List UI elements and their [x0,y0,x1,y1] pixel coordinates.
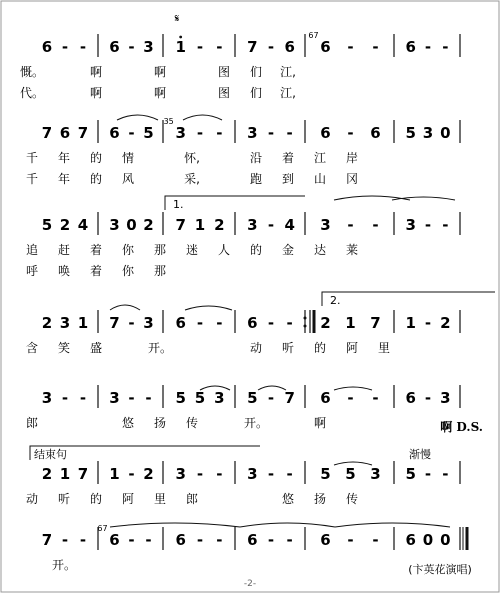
lyric-char: 的 [89,492,103,506]
note: 6 [175,531,186,549]
lyric-char: 到 [281,172,295,186]
note: - [216,314,223,332]
note: - [442,216,449,234]
note: 1 [59,465,71,483]
note: - [424,38,432,56]
slur [185,306,232,310]
slur [334,196,410,200]
note: 7 [41,124,53,142]
note: 2 [143,216,154,234]
note: - [267,389,275,407]
note: 3 [247,124,258,142]
note: 5 [41,216,53,234]
note: - [372,389,379,407]
page-number: -2- [243,579,257,589]
note: - [267,314,275,332]
note: - [372,216,379,234]
lyric-char: 们 [249,86,263,100]
note: 7 [77,465,89,483]
note: 6 [405,531,416,549]
slur [240,523,335,527]
note: - [267,216,275,234]
lyric-char: 啊 [153,65,167,79]
note: 6 [247,314,258,332]
lyric-char: 传 [345,492,359,506]
note: 5 [175,389,186,407]
lyric-char: 江 [313,151,327,165]
lyric-char: 跑 [249,172,263,186]
note: 6 [320,389,331,407]
note: - [128,465,135,483]
note: 3 [422,124,434,142]
note: 2 [41,465,53,483]
note: 0 [440,124,451,142]
volta-2-label: 2. [330,294,341,307]
note: - [347,38,354,56]
note: 1 [405,314,416,332]
note: 3 [405,216,416,234]
note: - [196,465,204,483]
lyric-char: 悠 [281,492,295,506]
note: 3 [175,124,186,142]
repeat-dot [304,317,307,320]
lyric-char: 里 [153,492,167,506]
note: 6 [41,38,53,56]
note: 3 [41,389,53,407]
grace-note: 67 [308,31,319,40]
lyric-char: 年 [57,172,71,186]
lyric-char: 阿 [345,341,359,355]
note: - [347,216,354,234]
note: 5 [143,124,154,142]
note: 1 [194,216,206,234]
note: 2 [320,314,331,332]
note: 3 [143,314,154,332]
note: 5 [320,465,331,483]
note: - [145,389,152,407]
lyric-char: 传 [185,416,199,430]
note: - [61,531,69,549]
note: 3 [440,389,451,407]
note: - [196,38,204,56]
volta-2-bracket [322,292,495,306]
lyric-char: 们 [249,65,263,79]
note: - [286,314,293,332]
lyric-char: 沿 [249,151,263,165]
note: - [128,38,135,56]
volta-1-label: 1. [173,198,184,211]
note: - [61,389,69,407]
lyric-char: 岸 [345,151,359,165]
note: - [424,389,432,407]
lyric-char: 听 [281,341,295,355]
note: 6 [109,124,120,142]
lyric-char: 图 [217,65,231,79]
note: - [128,531,135,549]
lyric-char: 千 [25,172,39,186]
lyric-char: 那 [153,243,167,257]
lyric-char: 你 [121,243,135,257]
lyric-char: 郎 [25,416,39,430]
lyric-char: 动 [249,341,263,355]
lyric-char: 的 [313,341,327,355]
lyric-char: 迷 [185,243,199,257]
lyric-char: 郎 [185,492,199,506]
note: - [347,389,354,407]
lyric-char: 悠 [121,416,135,430]
lyric-char: 里 [377,341,391,355]
lyric-char: 慨。 [19,65,45,79]
note: 7 [284,389,295,407]
note: 2 [214,216,225,234]
ds-marking: 啊 D.S. [440,420,483,434]
note: 3 [247,216,258,234]
lyric-char: 山 [313,172,327,186]
note: - [196,314,204,332]
note: 7 [370,314,381,332]
note: 3 [109,216,120,234]
lyric-char: 的 [89,172,103,186]
lyric-char: 冈 [345,172,359,186]
ending-label: 结束句 [34,448,67,461]
lyric-char: 听 [57,492,71,506]
lyric-char: 唤 [57,264,71,278]
lyric-char: 风 [121,172,135,186]
note: 5 [405,124,416,142]
note: - [79,38,87,56]
lyric-char: 年 [57,151,71,165]
note: 3 [109,389,120,407]
note: 6 [109,531,120,549]
lyric-char: 的 [89,151,103,165]
lyric-char: 怀, [184,151,200,165]
lyric-char: 人 [217,243,231,257]
note: 3 [370,465,381,483]
note: 2 [41,314,53,332]
note: - [424,465,432,483]
lyric-char: 开。 [243,416,269,430]
lyric-char: 代。 [19,86,45,100]
note: - [79,531,87,549]
note: 6 [320,38,331,56]
note: 6 [109,38,120,56]
note: - [442,465,449,483]
note: 0 [440,531,451,549]
note: 3 [247,465,258,483]
note: - [424,216,432,234]
note: - [196,531,204,549]
note: 1 [109,465,120,483]
lyric-char: 啊 [313,416,327,430]
note: 3 [175,465,186,483]
grace-note: 35 [163,117,174,126]
note: - [267,465,275,483]
note: - [128,314,135,332]
note: 3 [59,314,71,332]
lyric-char: 你 [121,264,135,278]
segno-icon: 𝄋 [174,12,180,25]
note: 6 [405,389,416,407]
note: 0 [422,531,434,549]
slur [392,197,455,200]
note: 7 [41,531,53,549]
note: - [216,465,223,483]
lyric-char: 金 [281,243,295,257]
note: 1 [345,314,356,332]
lyric-char: 啊 [89,86,103,100]
note: - [145,531,152,549]
lyric-char: 动 [25,492,39,506]
note: 1 [175,38,186,56]
lyric-char: 追 [25,243,39,257]
lyric-char: 莱 [345,243,359,257]
note: - [79,389,87,407]
note: - [372,38,379,56]
lyric-char: 开。 [147,341,173,355]
lyric-char: 那 [153,264,167,278]
lyric-char: 啊 [89,65,103,79]
note: 4 [77,216,89,234]
note: 5 [194,389,206,407]
lyric-char: 的 [249,243,263,257]
lyric-char: 江, [280,65,296,79]
lyric-char: 着 [89,243,103,257]
note: 6 [320,531,331,549]
note: 1 [77,314,89,332]
lyric-char: 着 [89,264,103,278]
note: 3 [214,389,225,407]
note: 5 [345,465,356,483]
lyric-char: 千 [25,151,39,165]
lyric-char: 开。 [51,558,77,572]
note: 2 [143,465,154,483]
lyric-char: 达 [313,243,327,257]
note: - [196,124,204,142]
note: 5 [405,465,416,483]
note: - [372,531,379,549]
note: 5 [247,389,258,407]
note: 6 [247,531,258,549]
note: - [424,314,432,332]
lyric-char: 江, [280,86,296,100]
singer-credit: (卞英花演唱) [408,563,472,576]
lyric-char: 呼 [25,264,39,278]
note: - [442,38,449,56]
note: - [216,38,223,56]
note: 7 [247,38,258,56]
lyric-char: 扬 [313,492,327,506]
lyric-char: 情 [121,151,135,165]
note: - [128,124,135,142]
lyric-char: 笑 [57,341,71,355]
note: - [61,38,69,56]
volta-1-bracket [165,196,305,210]
lyric-char: 扬 [153,416,167,430]
note: 7 [175,216,186,234]
note: 6 [59,124,71,142]
note: 3 [143,38,154,56]
note: 6 [284,38,295,56]
note: - [286,531,293,549]
rit-label: 渐慢 [409,448,431,461]
note: 4 [284,216,295,234]
note: 0 [126,216,137,234]
note: - [286,465,293,483]
lyric-char: 图 [217,86,231,100]
slur [335,523,450,527]
note: 3 [320,216,331,234]
slur [110,523,240,527]
note: - [286,124,293,142]
grace-note: 67 [97,524,108,533]
note: 2 [440,314,451,332]
note: - [347,531,354,549]
note: 2 [59,216,71,234]
note: - [267,531,275,549]
note: 6 [175,314,186,332]
note: - [128,389,135,407]
lyric-char: 着 [281,151,295,165]
note: 7 [77,124,89,142]
lyric-char: 阿 [121,492,135,506]
note: 7 [109,314,120,332]
repeat-dot [304,325,307,328]
note: - [267,38,275,56]
note: - [267,124,275,142]
lyric-char: 含 [25,341,39,355]
octave-dot [179,36,182,39]
lyric-char: 采, [184,172,200,186]
note: 6 [370,124,381,142]
slur [183,115,222,120]
note: 6 [405,38,416,56]
note: - [216,531,223,549]
slur [117,115,158,120]
note: 6 [320,124,331,142]
lyric-char: 盛 [89,341,103,355]
note: - [347,124,354,142]
note: - [216,124,223,142]
lyric-char: 赶 [57,243,71,257]
slur [110,305,140,310]
lyric-char: 啊 [153,86,167,100]
